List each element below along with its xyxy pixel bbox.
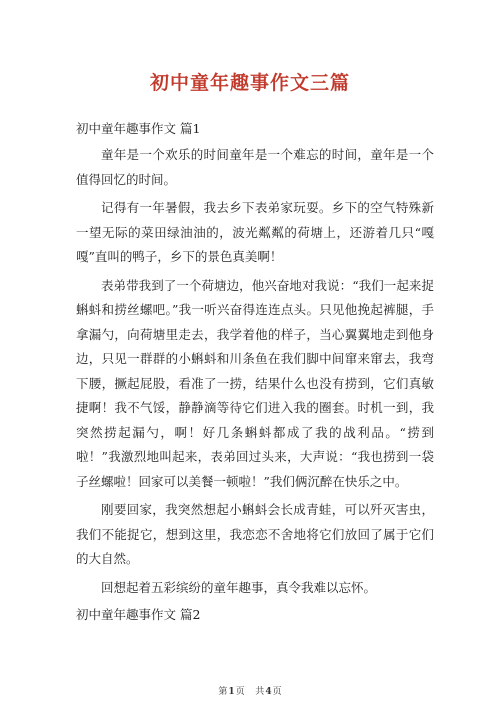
paragraph: 表弟带我到了一个荷塘边，他兴奋地对我说：“我们一起来捉蝌蚪和捞丝螺吧。”我一听兴奋得连连点头。只见他挽起裤腿，手拿漏勺，向荷塘里走去，我学着他的样子，当心翼翼地走到他身边，只见一群群的小蝌蚪和川条鱼在我们脚中间窜来窜去，我弯下腰，撅起屁股，看准了一捞，结果什么也没有捞到，它们真敏捷啊！我不气馁，静静滴等待它们进入我的圈套。时机一到，我突然捞起漏勺，啊！好几条蝌蚪都成了我的战利品。“捞到啦！”我激烈地叫起来，表弟回过头来，大声说：“我也捞到一袋子丝螺啦！回家可以美餐一顿啦！”我们俩沉醉在快乐之中。 <box>76 277 434 489</box>
page-prefix: 第 <box>218 687 228 697</box>
section-heading: 初中童年趣事作文 篇2 <box>76 607 201 622</box>
paragraph: 记得有一年暑假，我去乡下表弟家玩耍。乡下的空气特殊新一望无际的菜田绿油油的，波光粼粼的荷塘上，还游着几只“嘎嘎”直叫的鸭子，乡下的景色真美啊！ <box>76 200 434 264</box>
page-suffix: 页 <box>235 687 245 697</box>
page-footer <box>0 684 500 697</box>
total-pages-number: 4 <box>265 687 272 697</box>
section-heading: 初中童年趣事作文 篇1 <box>76 121 201 136</box>
paragraph: 刚要回家，我突然想起小蝌蚪会长成青蛙，可以歼灭害虫，我们不能捉它，想到这里，我恋恋不舍地将它们放回了属于它们的大自然。 <box>76 502 434 566</box>
total-prefix: 共 <box>255 687 265 697</box>
total-suffix: 页 <box>272 687 282 697</box>
current-page-number: 1 <box>228 687 235 697</box>
paragraph: 童年是一个欢乐的时间童年是一个难忘的时间，童年是一个值得回忆的时间。 <box>76 147 434 187</box>
document-body <box>76 118 434 629</box>
document-title: 初中童年趣事作文三篇 <box>149 72 350 94</box>
paragraph: 回想起着五彩缤纷的童年趣事，真令我难以忘怀。 <box>101 579 377 595</box>
